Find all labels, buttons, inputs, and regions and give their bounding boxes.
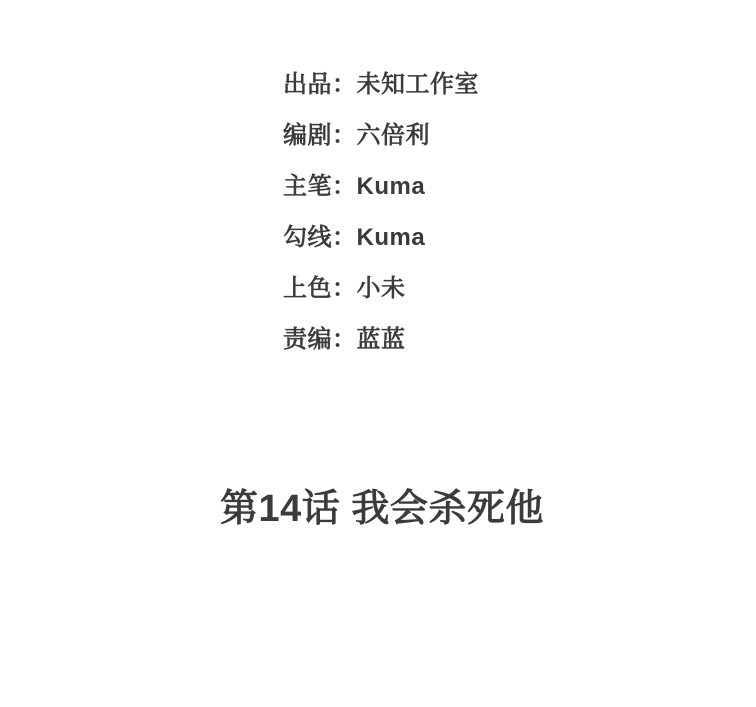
credit-row-colorist (283, 263, 479, 314)
credit-name: 小未 (356, 275, 406, 302)
credit-role: 主笔 (283, 173, 332, 200)
credit-name: Kuma (356, 173, 426, 200)
credit-row-editor (283, 314, 479, 365)
credit-row-lead-artist (283, 161, 479, 212)
credit-name: 蓝蓝 (356, 326, 406, 353)
credit-role: 出品 (283, 71, 332, 98)
credits-list (283, 59, 479, 365)
credit-colon: ： (332, 71, 357, 98)
credit-row-line-art (283, 212, 479, 263)
credit-row-writer (283, 110, 479, 161)
credit-colon: ： (332, 224, 357, 251)
credit-row-producer (283, 59, 479, 110)
credit-role: 编剧 (283, 122, 332, 149)
credit-colon: ： (332, 122, 357, 149)
credit-colon: ： (332, 326, 357, 353)
credit-role: 责编 (283, 326, 332, 353)
credit-name: Kuma (356, 224, 426, 251)
credit-role: 勾线 (283, 224, 332, 251)
chapter-title: 第14话 我会杀死他 (220, 488, 544, 530)
credit-role: 上色 (283, 275, 332, 302)
credit-name: 六倍利 (356, 122, 430, 149)
credit-name: 未知工作室 (356, 71, 479, 98)
credit-colon: ： (332, 275, 357, 302)
credit-colon: ： (332, 173, 357, 200)
